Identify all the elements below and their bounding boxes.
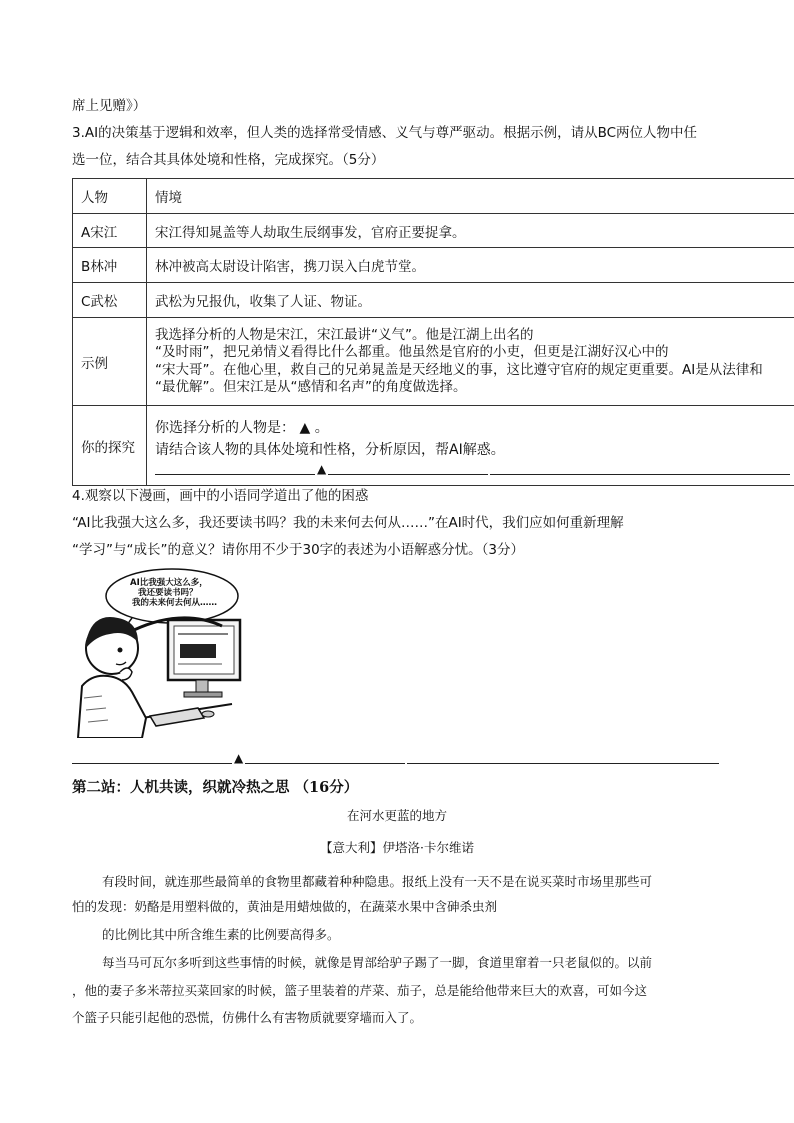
answer-writing-line[interactable] xyxy=(155,463,794,475)
q3-prompt-line1: 3.AI的决策基于逻辑和效率，但人类的选择常受情感、义气与尊严驱动。根据示例，请从BC两位人物中任 xyxy=(72,125,698,141)
your-analysis-content xyxy=(147,406,794,486)
bubble-line: AI比我强大这么多， xyxy=(130,578,208,588)
answer-blank-marker: ▲ xyxy=(234,751,244,765)
row-situation: 宋江得知晁盖等人劫取生辰纲事发，官府正要捉拿。 xyxy=(147,214,794,248)
your-analysis-label: 你的探究 xyxy=(73,406,147,486)
example-label: 示例 xyxy=(73,318,147,406)
table-row xyxy=(73,283,794,318)
example-content xyxy=(147,318,794,406)
row-name: B林冲 xyxy=(73,248,147,283)
cartoon-illustration xyxy=(72,568,242,738)
character-choice-prompt: 你选择分析的人物是： xyxy=(155,419,295,436)
article-paragraph-line: 的比例比其中所含维生素的比例要高得多。 xyxy=(102,927,340,942)
article-paragraph-line: 有段时间，就连那些最简单的食物里都藏着种种隐患。报纸上没有一天不是在说买菜时市场里那些可 xyxy=(102,874,653,889)
article-author: 【意大利】伊塔洛·卡尔维诺 xyxy=(320,840,474,855)
your-analysis-row xyxy=(73,406,794,486)
punctuation: 。 xyxy=(314,419,329,436)
header-character: 人物 xyxy=(73,179,147,214)
article-paragraph-line: 怕的发现：奶酪是用塑料做的，黄油是用蜡烛做的，在蔬菜水果中含砷杀虫剂 xyxy=(72,899,498,914)
example-line: “最优解”。但宋江是从“感情和名声”的角度做选择。 xyxy=(155,379,467,395)
q3-prompt-line2: 选一位，结合其具体处境和性格，完成探究。（5分） xyxy=(72,152,385,168)
row-situation: 林冲被高太尉设计陷害，携刀误入白虎节堂。 xyxy=(147,248,794,283)
answer-rule xyxy=(155,473,315,475)
example-line: “宋大哥”。在他心里，救自己的兄弟晁盖是天经地义的事，这比遵守官府的规定更重要。AI是从法律和 xyxy=(155,361,763,378)
example-row xyxy=(73,318,794,406)
answer-rule xyxy=(407,762,719,764)
article-paragraph-line: 每当马可瓦尔多听到这些事情的时候，就像是胃部给驴子踢了一脚，食道里窜着一只老鼠似的。以前 xyxy=(102,955,653,970)
q4-answer-line[interactable] xyxy=(72,752,719,764)
character-analysis-table xyxy=(72,178,794,486)
answer-rule xyxy=(328,473,488,475)
q4-prompt-line1: 4.观察以下漫画，画中的小语同学道出了他的困惑 xyxy=(72,488,369,504)
article-paragraph-line: ，他的妻子多米蒂拉买菜回家的时候，篮子里装着的芹菜、茄子，总是能给他带来巨大的欢喜，可如今这 xyxy=(72,983,648,998)
row-situation: 武松为兄报仇，收集了人证、物证。 xyxy=(147,283,794,318)
answer-rule xyxy=(490,473,790,475)
article-title: 在河水更蓝的地方 xyxy=(346,808,447,823)
answer-rule xyxy=(245,762,405,764)
example-line: “及时雨”，把兄弟情义看得比什么都重。他虽然是官府的小吏，但更是江湖好汉心中的 xyxy=(155,344,669,360)
previous-text-fragment: 席上见赠》） xyxy=(72,98,147,114)
bubble-line: 我的未来何去何从…… xyxy=(132,598,218,608)
answer-blank-marker: ▲ xyxy=(317,461,327,476)
header-situation: 情境 xyxy=(147,179,794,214)
bubble-line: 我还要读书吗？ xyxy=(138,588,198,598)
row-name: C武松 xyxy=(73,283,147,318)
row-name: A宋江 xyxy=(73,214,147,248)
table-row xyxy=(73,214,794,248)
answer-blank-marker[interactable]: ▲ xyxy=(299,419,311,436)
q4-prompt-line3: “学习”与“成长”的意义？请你用不少于30字的表述为小语解惑分忧。（3分） xyxy=(72,542,524,558)
example-line: 我选择分析的人物是宋江，宋江最讲“义气”。他是江湖上出名的 xyxy=(155,326,534,343)
speech-bubble-text xyxy=(130,578,217,608)
article-paragraph-line: 个篮子只能引起他的恐慌，仿佛什么有害物质就要穿墙而入了。 xyxy=(72,1010,423,1025)
answer-rule xyxy=(72,762,232,764)
q4-prompt-line2: “AI比我强大这么多，我还要读书吗？我的未来何去何从……”在AI时代，我们应如何重新理解 xyxy=(72,515,624,531)
analysis-instruction: 请结合该人物的具体处境和性格，分析原因，帮AI解惑。 xyxy=(155,441,505,458)
table-row xyxy=(73,248,794,283)
table-header-row xyxy=(73,179,794,214)
section-title: 第二站：人机共读，织就冷热之思 （16分） xyxy=(72,779,359,796)
